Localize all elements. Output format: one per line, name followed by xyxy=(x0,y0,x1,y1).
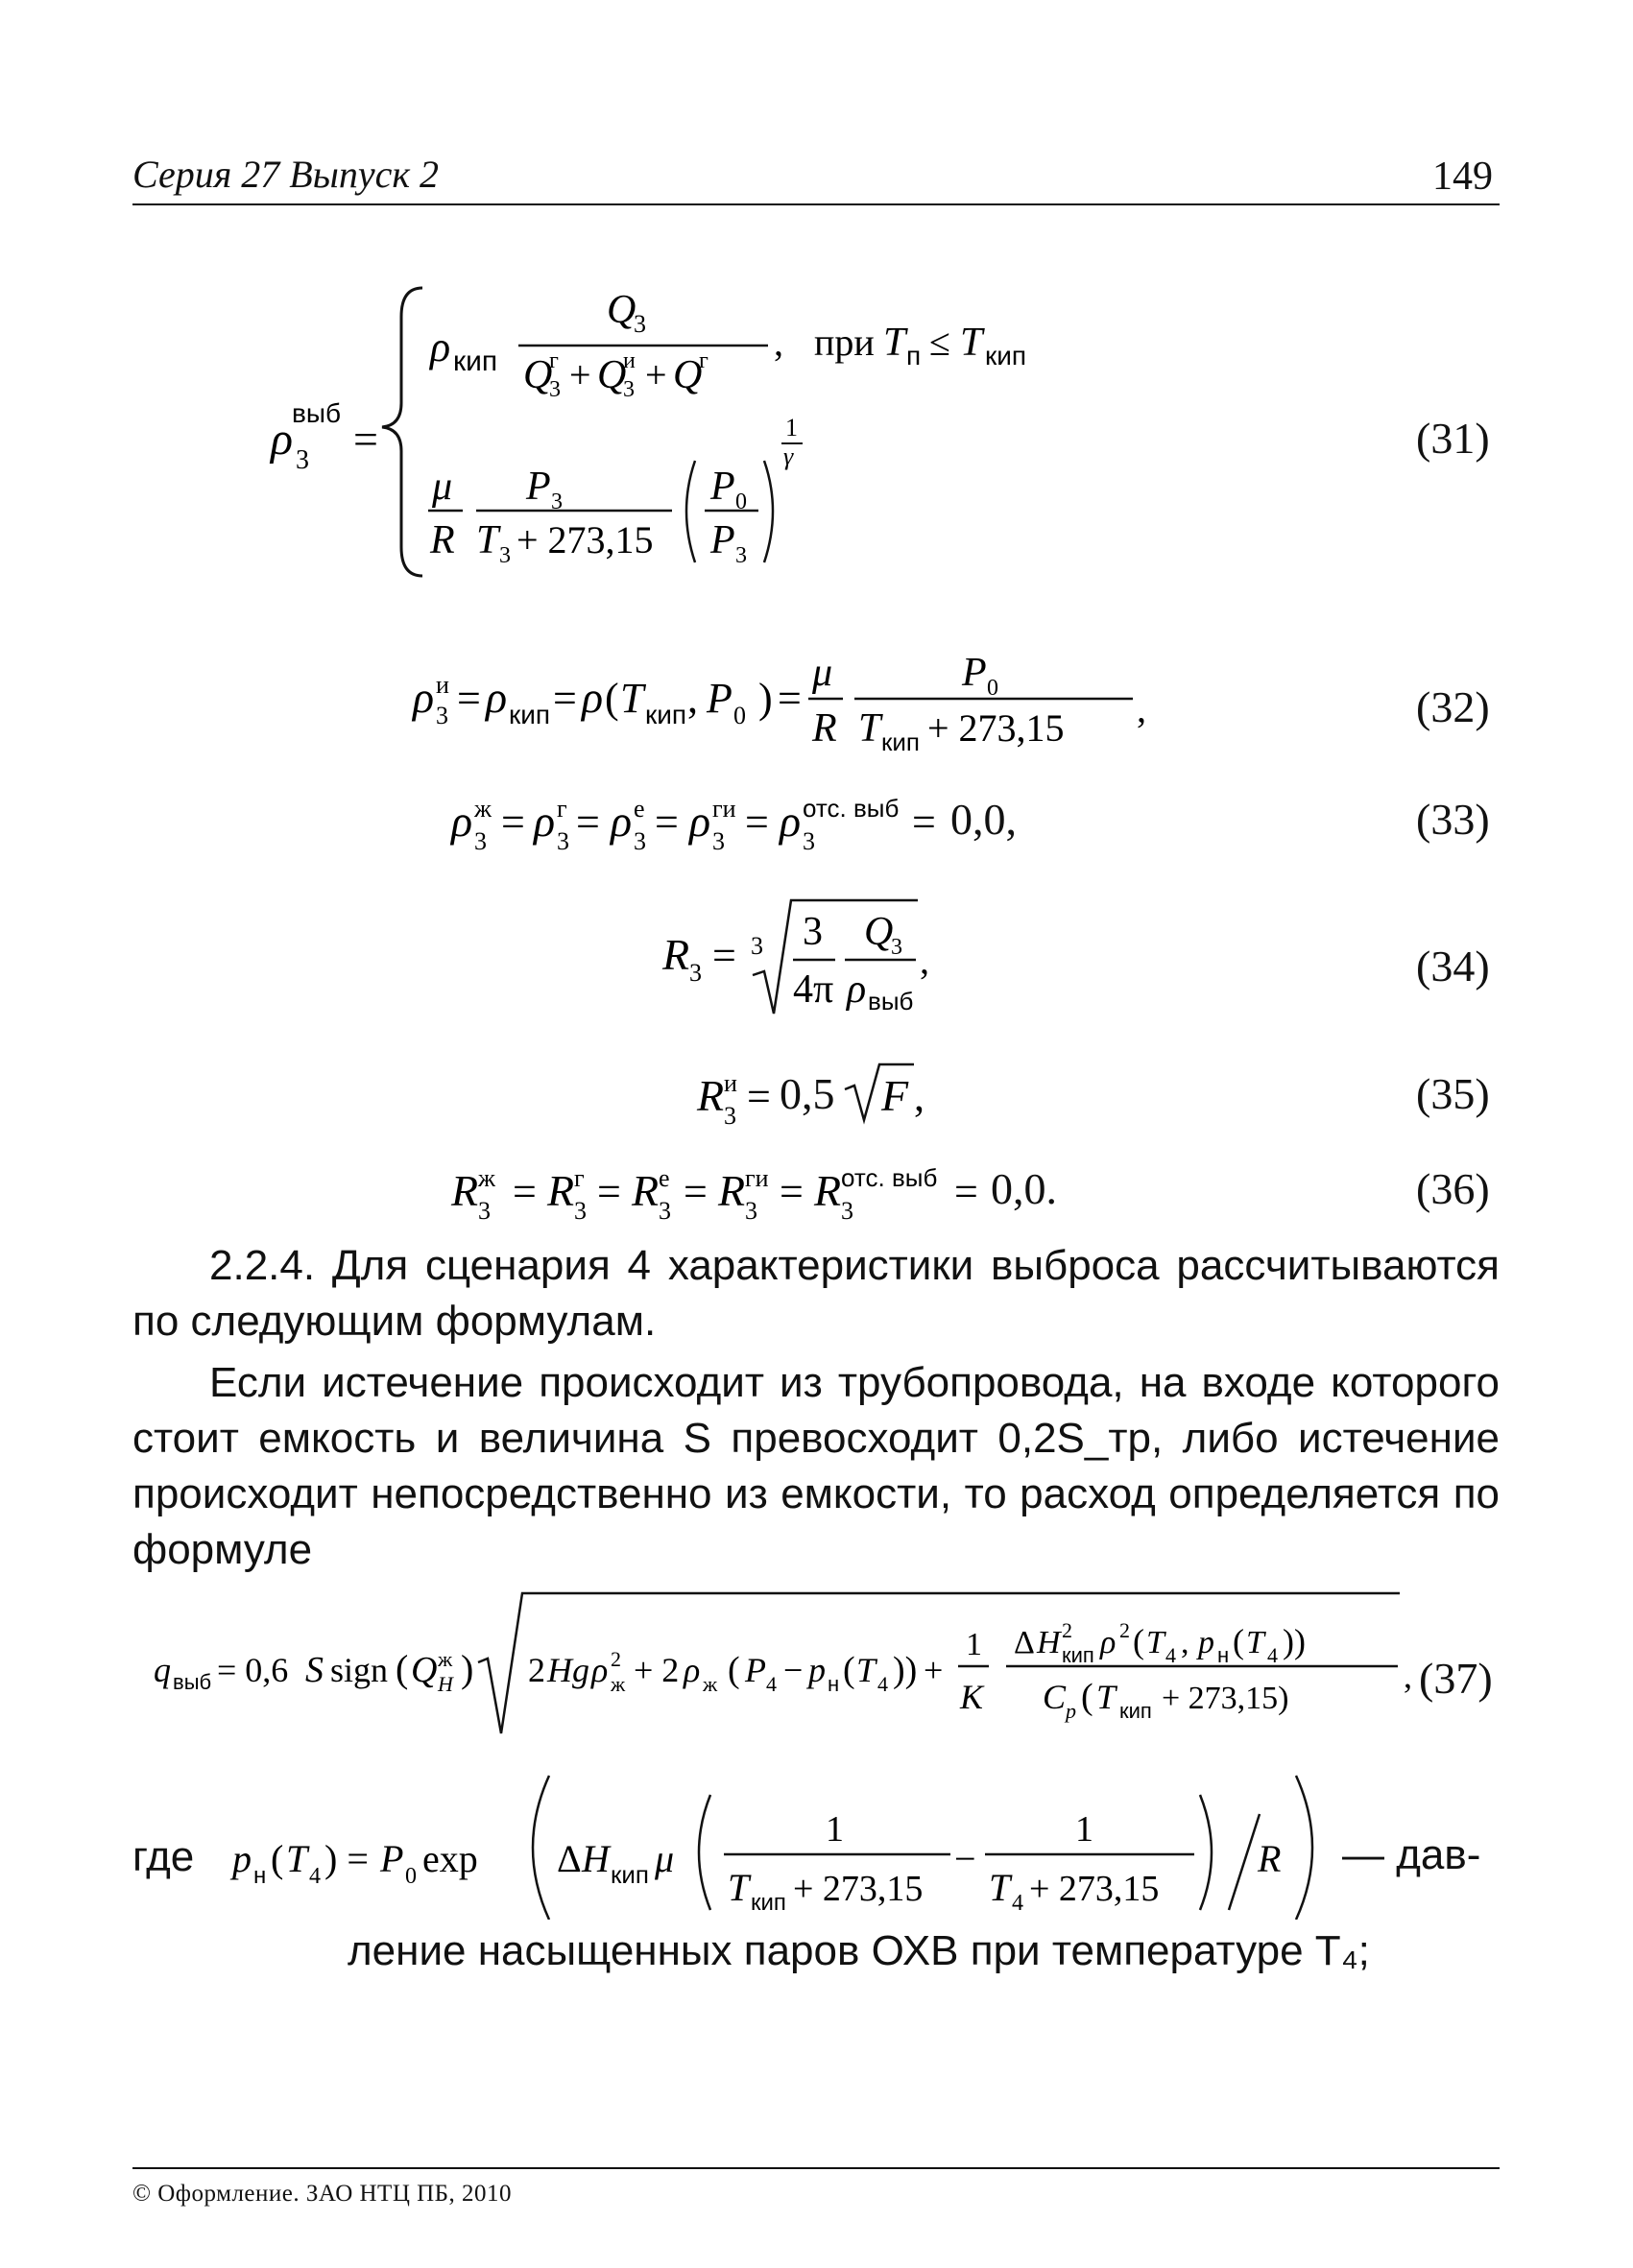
svg-text:T: T xyxy=(620,675,644,722)
svg-text:3: 3 xyxy=(891,935,902,960)
svg-text:(: ( xyxy=(605,675,619,722)
svg-text:кип: кип xyxy=(751,1890,786,1916)
svg-text:3: 3 xyxy=(499,543,511,568)
svg-text:2: 2 xyxy=(1119,1618,1130,1642)
equation-31-formula xyxy=(0,259,1633,595)
equation-37 xyxy=(0,1574,1633,1747)
svg-text:выб: выб xyxy=(292,398,342,428)
svg-text:+ 273,15: + 273,15 xyxy=(927,706,1065,750)
svg-text:3: 3 xyxy=(724,1102,736,1130)
svg-text:2: 2 xyxy=(611,1647,621,1671)
svg-text:кип: кип xyxy=(881,728,920,756)
svg-text:(: ( xyxy=(271,1837,284,1880)
svg-text:(: ( xyxy=(843,1650,855,1690)
svg-text:и: и xyxy=(724,1069,737,1097)
svg-text:3: 3 xyxy=(689,959,702,987)
svg-text:,: , xyxy=(687,675,698,722)
svg-text:+ 273,15: + 273,15 xyxy=(1029,1869,1160,1909)
svg-text:H: H xyxy=(582,1837,610,1880)
footer-copyright: © Оформление. ЗАО НТЦ ПБ, 2010 xyxy=(132,2181,513,2207)
svg-text:3: 3 xyxy=(551,489,563,514)
svg-text:ρ: ρ xyxy=(611,797,633,846)
svg-text:): ) xyxy=(758,675,773,722)
svg-text:ρ: ρ xyxy=(780,797,802,846)
equation-36-value: 0,0. xyxy=(991,1164,1057,1213)
body-text xyxy=(132,1238,1500,1578)
svg-text:3: 3 xyxy=(557,827,569,855)
svg-text:Δ: Δ xyxy=(557,1837,582,1880)
saturated-pressure-formula xyxy=(0,1756,1633,1920)
svg-text:ρ: ρ xyxy=(1100,1625,1117,1660)
svg-text:P: P xyxy=(745,1651,766,1689)
equation-number-34: (34) xyxy=(1416,942,1490,991)
svg-text:3: 3 xyxy=(623,377,635,402)
svg-text:Q: Q xyxy=(523,353,553,397)
svg-text:p: p xyxy=(808,1651,826,1689)
svg-text:0: 0 xyxy=(987,676,998,701)
svg-text:г: г xyxy=(699,348,708,373)
svg-text:+: + xyxy=(645,353,667,396)
svg-text:p: p xyxy=(1198,1625,1214,1660)
svg-text:кип: кип xyxy=(985,341,1027,370)
svg-text:отс. выб: отс. выб xyxy=(803,794,900,823)
svg-text:T: T xyxy=(1146,1625,1165,1660)
svg-text:3: 3 xyxy=(803,910,823,954)
svg-text:ги: ги xyxy=(712,795,736,823)
svg-text:кип: кип xyxy=(611,1860,649,1889)
svg-text:4: 4 xyxy=(309,1864,321,1889)
svg-text:=: = xyxy=(576,799,600,846)
svg-text:Hg: Hg xyxy=(547,1651,589,1689)
equation-36 xyxy=(0,1152,1633,1229)
svg-text:−: − xyxy=(783,1651,804,1689)
svg-text:(: ( xyxy=(1233,1622,1244,1660)
svg-text:кип: кип xyxy=(509,700,551,729)
svg-text:2: 2 xyxy=(1062,1618,1072,1642)
svg-text:=: = xyxy=(745,799,769,846)
svg-text:T: T xyxy=(1096,1678,1117,1716)
svg-text:ρ: ρ xyxy=(689,797,711,846)
svg-text:3: 3 xyxy=(574,1197,587,1225)
equation-32-formula xyxy=(0,633,1633,758)
equation-number-36: (36) xyxy=(1416,1164,1490,1213)
svg-text:кип: кип xyxy=(453,346,498,377)
svg-text:1: 1 xyxy=(826,1809,844,1850)
svg-text:3: 3 xyxy=(296,445,309,475)
svg-text:отс. выб: отс. выб xyxy=(841,1163,938,1192)
svg-text:3: 3 xyxy=(841,1197,853,1225)
svg-text:3: 3 xyxy=(634,827,646,855)
svg-text:,: , xyxy=(920,939,929,982)
svg-text:=: = xyxy=(513,1168,537,1215)
equation-34 xyxy=(0,883,1633,1027)
footer-rule xyxy=(132,2167,1500,2169)
svg-text:+ 273,15): + 273,15) xyxy=(1162,1681,1289,1716)
svg-text:+ 2: + 2 xyxy=(634,1651,680,1689)
svg-text:и: и xyxy=(436,671,449,699)
svg-text:P: P xyxy=(710,465,735,509)
svg-text:F: F xyxy=(881,1071,909,1120)
svg-text:R: R xyxy=(697,1071,725,1120)
svg-text:q: q xyxy=(154,1651,171,1689)
svg-text:ρ: ρ xyxy=(684,1651,701,1689)
svg-text:4π: 4π xyxy=(793,967,834,1012)
equation-37-formula xyxy=(0,1574,1633,1747)
svg-text:T: T xyxy=(728,1866,750,1909)
svg-text:=: = xyxy=(457,675,481,722)
svg-text:μ: μ xyxy=(812,651,833,695)
svg-text:)): )) xyxy=(893,1650,918,1690)
page-number: 149 xyxy=(1432,155,1493,199)
svg-text:3: 3 xyxy=(751,932,763,960)
svg-text:T: T xyxy=(856,1651,877,1689)
svg-text:P: P xyxy=(526,465,551,509)
svg-text:ρ: ρ xyxy=(451,797,473,846)
svg-text:кип: кип xyxy=(1119,1699,1152,1723)
svg-text:2: 2 xyxy=(528,1651,545,1689)
svg-text:=: = xyxy=(353,415,378,464)
equation-35-value: 0,5 xyxy=(780,1069,835,1118)
svg-text:1: 1 xyxy=(1075,1809,1093,1850)
equation-36-formula xyxy=(0,1152,1633,1229)
svg-text:R: R xyxy=(1258,1837,1282,1880)
svg-text:ж: ж xyxy=(611,1672,626,1696)
svg-text:(: ( xyxy=(1081,1677,1093,1717)
svg-text:): ) xyxy=(461,1647,474,1690)
svg-text:T: T xyxy=(989,1866,1011,1909)
svg-text:=: = xyxy=(747,1073,771,1120)
svg-text:3: 3 xyxy=(474,827,487,855)
equation-number-37: (37) xyxy=(1419,1654,1493,1703)
svg-text:ρ: ρ xyxy=(591,1651,609,1689)
svg-text:H: H xyxy=(1037,1625,1061,1660)
svg-text:н: н xyxy=(253,1863,267,1889)
svg-text:3: 3 xyxy=(659,1197,671,1225)
svg-text:4: 4 xyxy=(1267,1643,1278,1667)
svg-text:P: P xyxy=(710,518,735,562)
equation-35 xyxy=(0,1051,1633,1137)
svg-text:=: = xyxy=(780,1168,804,1215)
svg-text:ρ: ρ xyxy=(534,797,556,846)
svg-text:,: , xyxy=(1181,1625,1189,1660)
svg-text:3: 3 xyxy=(803,827,815,855)
svg-text:R: R xyxy=(547,1166,575,1215)
svg-text:≤: ≤ xyxy=(929,321,950,364)
equation-number-33: (33) xyxy=(1416,795,1490,844)
svg-text:н: н xyxy=(1217,1643,1230,1667)
svg-text:=: = xyxy=(553,675,577,722)
svg-text:+: + xyxy=(569,353,591,396)
svg-text:= 0,6: = 0,6 xyxy=(217,1651,289,1689)
svg-text:R: R xyxy=(430,518,455,562)
svg-text:выб: выб xyxy=(173,1670,212,1694)
svg-text:T: T xyxy=(858,706,881,751)
equation-number-32: (32) xyxy=(1416,682,1490,731)
svg-text:3: 3 xyxy=(478,1197,491,1225)
svg-text:p: p xyxy=(232,1837,252,1880)
svg-text:+ 273,15: + 273,15 xyxy=(516,518,654,561)
where-tail: — дав- xyxy=(1342,1831,1481,1878)
svg-text:K: K xyxy=(960,1678,984,1716)
svg-text:exp: exp xyxy=(422,1837,478,1880)
equation-32 xyxy=(0,633,1633,758)
svg-text:4: 4 xyxy=(1012,1891,1023,1916)
equation-number-31: (31) xyxy=(1416,414,1490,463)
svg-text:P: P xyxy=(707,675,732,722)
header-rule xyxy=(132,203,1500,205)
svg-text:p: p xyxy=(1066,1699,1076,1723)
equation-number-35: (35) xyxy=(1416,1069,1490,1118)
svg-text:4: 4 xyxy=(1165,1643,1176,1667)
svg-text:μ: μ xyxy=(432,465,453,509)
svg-text:+: + xyxy=(924,1651,944,1689)
paragraph-outflow-condition: Если истечение происходит из трубопровода, на входе которого стоит емкость и величина S превосходит 0,2S_тр, либо истечение происходит непосредственно из емкости, то расход определяется по формуле xyxy=(132,1359,1500,1573)
svg-text:Q: Q xyxy=(411,1650,438,1690)
svg-text:3: 3 xyxy=(735,543,747,568)
svg-text:г: г xyxy=(557,795,567,823)
svg-text:γ: γ xyxy=(783,442,794,470)
svg-text:и: и xyxy=(623,348,636,373)
svg-text:)): )) xyxy=(1283,1622,1306,1660)
paragraph-2-2-4: 2.2.4. Для сценария 4 характеристики выброса рассчитываются по следующим формулам. xyxy=(132,1242,1500,1345)
svg-text:R: R xyxy=(814,1166,842,1215)
equation-31 xyxy=(0,259,1633,595)
svg-text:R: R xyxy=(812,706,837,751)
svg-text:=: = xyxy=(954,1168,978,1215)
svg-text:μ: μ xyxy=(655,1837,675,1880)
svg-text:T: T xyxy=(883,321,906,365)
svg-text:T: T xyxy=(286,1837,308,1880)
svg-text:T: T xyxy=(960,321,983,365)
svg-text:3: 3 xyxy=(745,1197,757,1225)
svg-text:ж: ж xyxy=(474,795,492,823)
running-header: Серия 27 Выпуск 2 xyxy=(132,153,440,196)
svg-text:S: S xyxy=(305,1650,324,1690)
svg-text:Δ: Δ xyxy=(1014,1625,1035,1660)
svg-text:+ 273,15: + 273,15 xyxy=(793,1869,924,1909)
svg-text:ρ: ρ xyxy=(582,673,604,722)
equation-33-formula xyxy=(0,782,1633,859)
svg-text:H: H xyxy=(438,1672,453,1696)
svg-text:3: 3 xyxy=(634,310,646,338)
svg-text:0: 0 xyxy=(733,702,746,729)
svg-text:4: 4 xyxy=(877,1672,888,1696)
svg-text:=: = xyxy=(712,932,736,979)
svg-text:ρ: ρ xyxy=(847,967,867,1012)
equation-33-value: 0,0, xyxy=(950,795,1017,844)
svg-text:T: T xyxy=(476,518,499,562)
svg-text:sign: sign xyxy=(330,1651,389,1689)
svg-text:P: P xyxy=(380,1837,404,1880)
svg-text:,: , xyxy=(1404,1657,1412,1695)
svg-text:е: е xyxy=(659,1164,670,1192)
svg-text:R: R xyxy=(451,1166,479,1215)
svg-text:R: R xyxy=(632,1166,660,1215)
svg-text:ρ: ρ xyxy=(271,414,294,465)
svg-text:ρ: ρ xyxy=(413,673,435,722)
equation-33 xyxy=(0,782,1633,859)
svg-text:п: п xyxy=(906,341,922,370)
svg-text:ж: ж xyxy=(478,1164,495,1192)
svg-text:(: ( xyxy=(728,1650,740,1690)
svg-text:) =: ) = xyxy=(324,1837,369,1880)
svg-text:3: 3 xyxy=(436,702,448,729)
svg-text:,: , xyxy=(774,321,783,364)
svg-text:кип: кип xyxy=(1062,1643,1094,1667)
svg-text:0: 0 xyxy=(735,489,747,514)
svg-text:ги: ги xyxy=(745,1164,769,1192)
svg-text:е: е xyxy=(634,795,645,823)
svg-text:=: = xyxy=(684,1168,708,1215)
svg-text:Q: Q xyxy=(673,353,703,397)
svg-text:0: 0 xyxy=(405,1864,417,1889)
svg-text:ρ: ρ xyxy=(486,673,508,722)
svg-text:Q: Q xyxy=(597,353,627,397)
svg-text:выб: выб xyxy=(868,987,914,1015)
svg-text:P: P xyxy=(962,651,987,695)
svg-text:Q: Q xyxy=(864,910,894,954)
svg-text:1: 1 xyxy=(785,414,798,442)
svg-text:=: = xyxy=(912,799,936,846)
svg-text:кип: кип xyxy=(645,700,687,729)
svg-text:R: R xyxy=(718,1166,746,1215)
svg-text:3: 3 xyxy=(712,827,725,855)
svg-text:ρ: ρ xyxy=(430,323,451,370)
svg-text:1: 1 xyxy=(966,1627,982,1662)
svg-text:(: ( xyxy=(1133,1622,1144,1660)
svg-text:−: − xyxy=(954,1837,976,1880)
svg-text:=: = xyxy=(501,799,525,846)
svg-text:T: T xyxy=(1246,1625,1264,1660)
where-continuation: ление насыщенных паров ОХВ при температуре T₄; xyxy=(348,1927,1370,1974)
svg-text:,: , xyxy=(1137,687,1146,730)
svg-text:=: = xyxy=(778,675,802,722)
svg-text:3: 3 xyxy=(549,377,561,402)
svg-text:ж: ж xyxy=(703,1672,718,1696)
svg-text:C: C xyxy=(1043,1678,1067,1716)
svg-text:R: R xyxy=(662,930,690,979)
svg-text:=: = xyxy=(655,799,679,846)
svg-text:,: , xyxy=(914,1073,925,1120)
case1-condition: при xyxy=(814,321,875,364)
svg-text:=: = xyxy=(597,1168,621,1215)
where-label: где xyxy=(132,1833,195,1880)
svg-text:г: г xyxy=(574,1164,585,1192)
svg-text:(: ( xyxy=(396,1647,409,1690)
svg-text:н: н xyxy=(828,1672,840,1696)
svg-text:г: г xyxy=(549,348,559,373)
svg-text:Q: Q xyxy=(607,288,636,332)
svg-text:4: 4 xyxy=(766,1672,777,1696)
svg-text:ж: ж xyxy=(438,1647,453,1671)
equation-34-formula xyxy=(0,883,1633,1027)
